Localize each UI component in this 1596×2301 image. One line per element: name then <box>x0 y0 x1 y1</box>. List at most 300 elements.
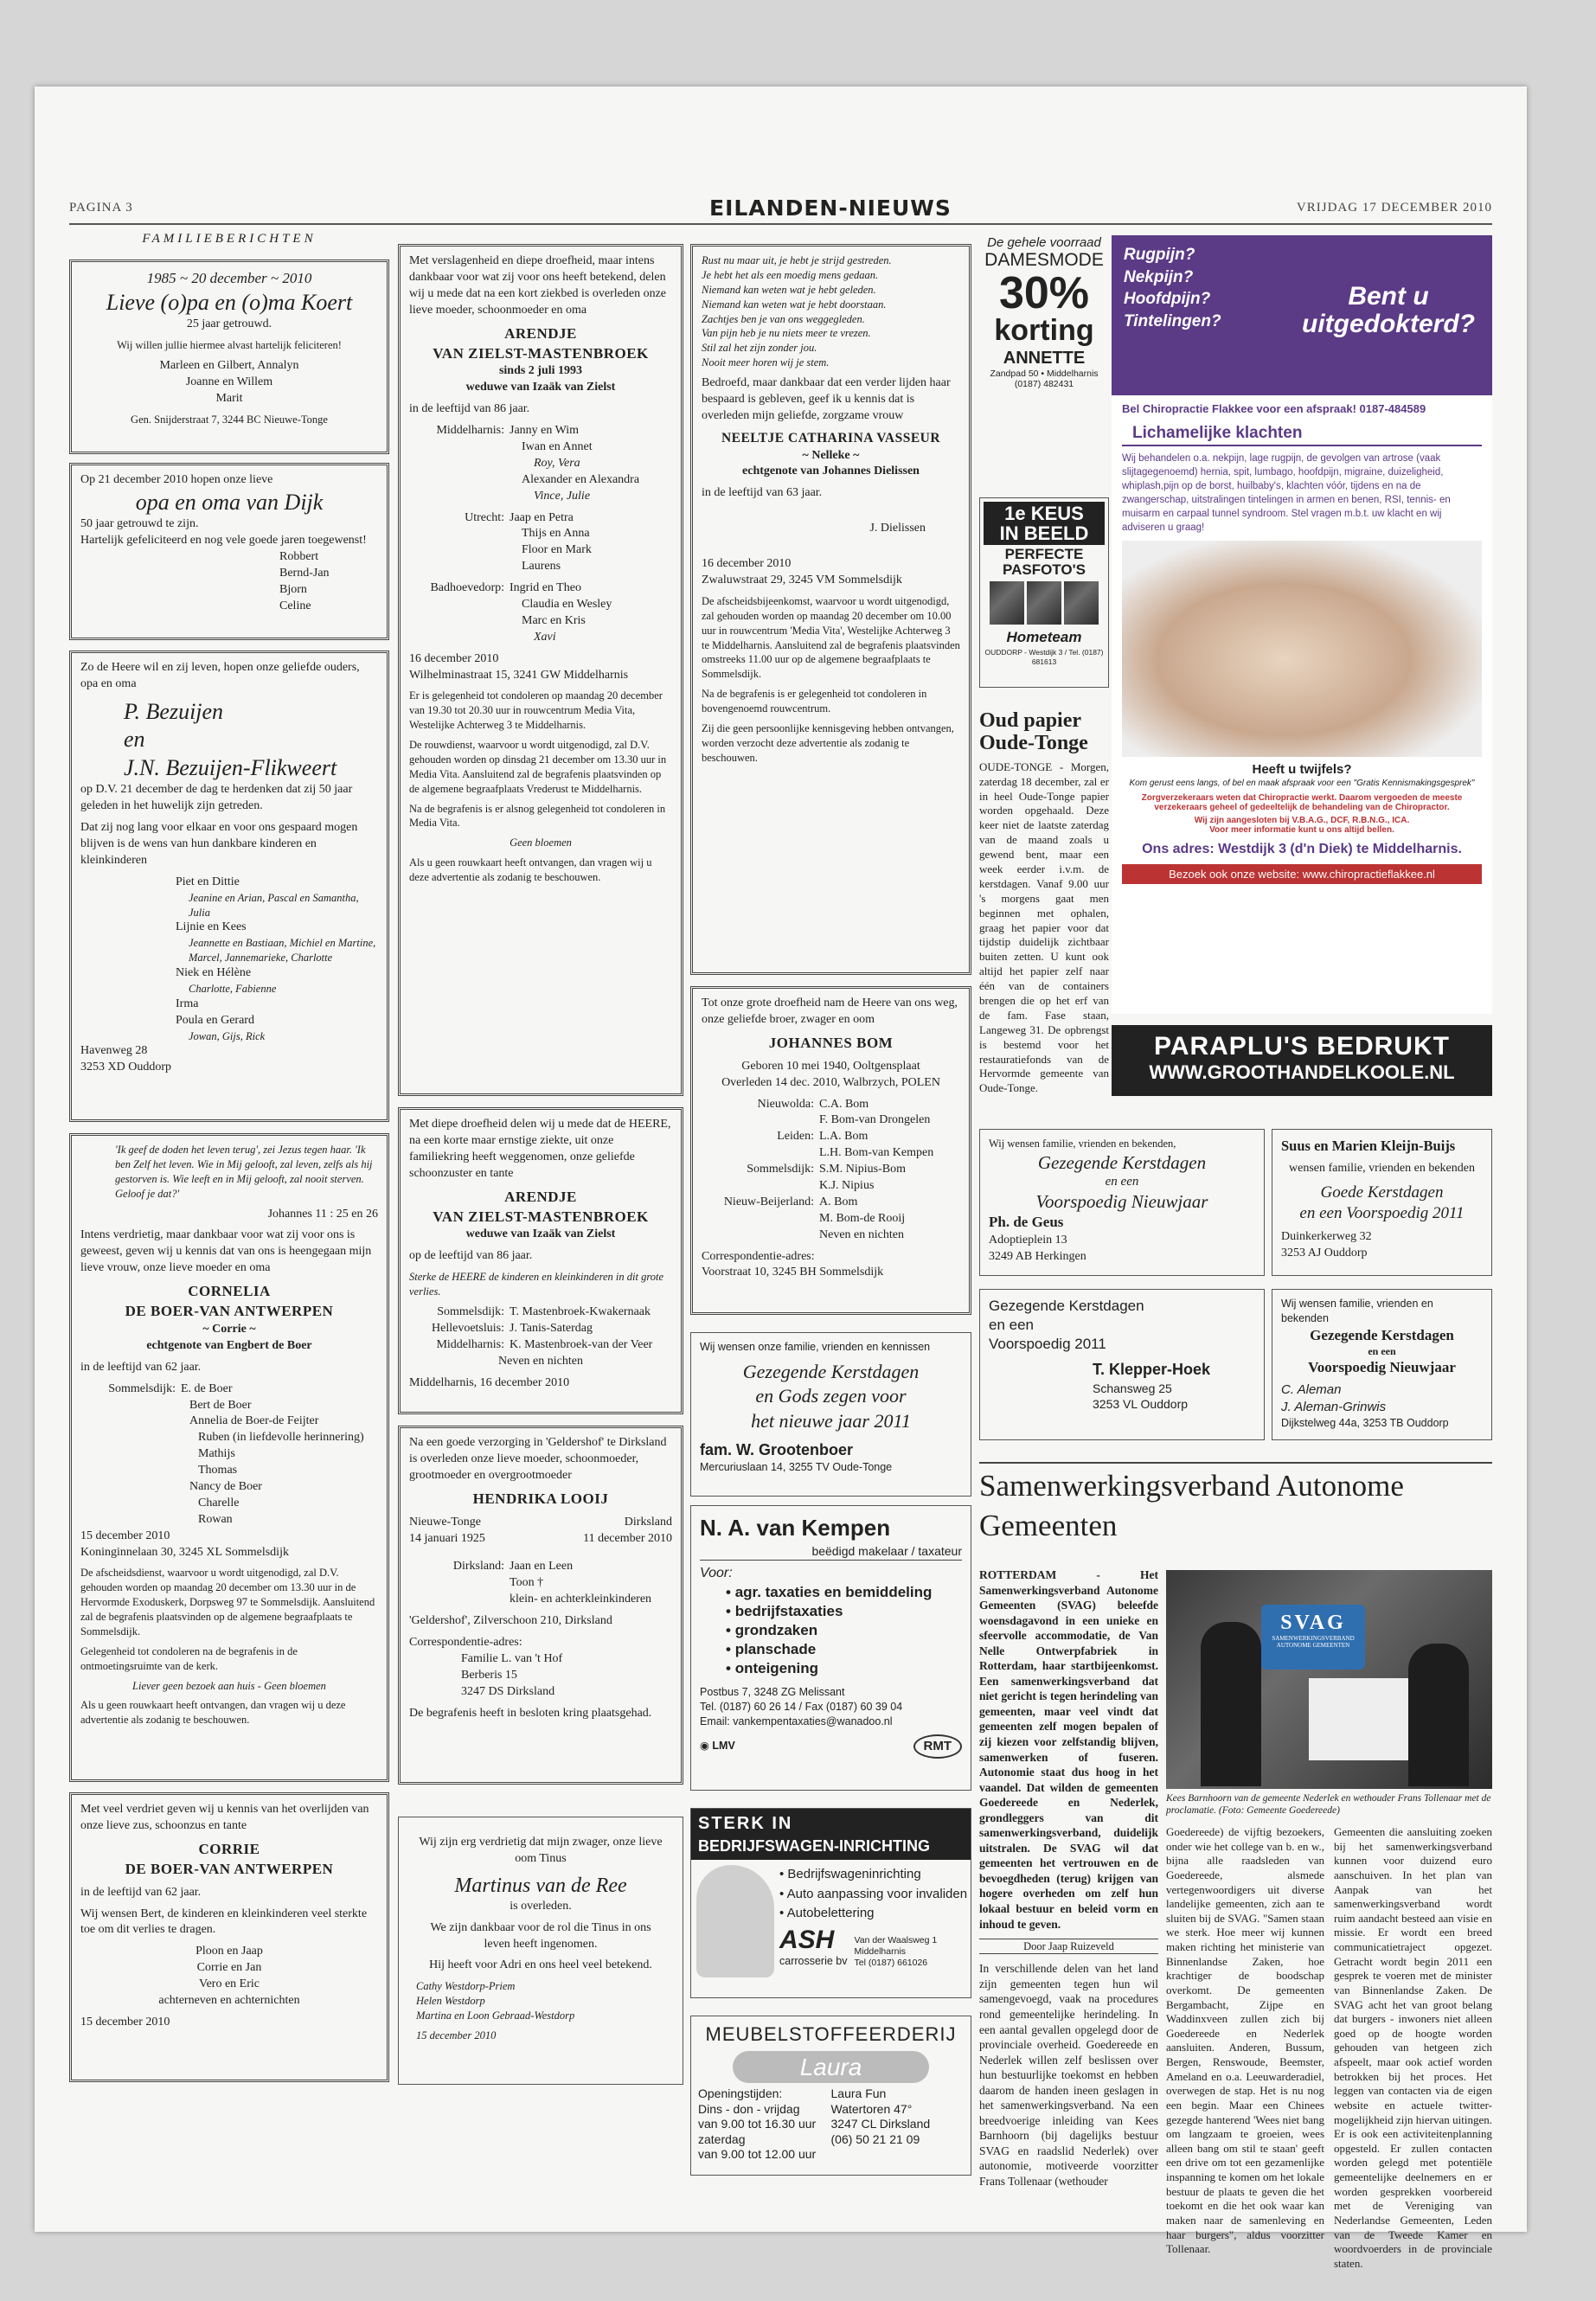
family-member: klein- en achterkleinkinderen <box>510 1593 652 1606</box>
svag-sub: AUTONOME GEMEENTEN <box>1276 1642 1350 1649</box>
family-member: L.H. Bom-van Kempen <box>819 1146 934 1160</box>
corrie-names: achterneven en achternichten <box>158 1994 300 2007</box>
corrie-names: Ploon en Jaap <box>195 1945 263 1958</box>
masthead: EILANDEN-NIEUWS <box>709 195 952 221</box>
kempen-voor: Voor: <box>700 1565 733 1580</box>
family-member: M. Bom-de Rooij <box>819 1211 906 1225</box>
annette-address: Zandpad 50 • Middelharnis <box>990 369 1099 379</box>
bezuijen-name: J.N. Bezuijen-Flikweert <box>124 754 337 780</box>
looij-corr: Berberis 15 <box>461 1668 517 1682</box>
corrie-name: DE BOER-VAN ANTWERPEN <box>125 1860 334 1877</box>
klepper-address: Schansweg 25 <box>1093 1381 1172 1395</box>
relative: Mathijs <box>198 1447 235 1461</box>
cornelia-relatives <box>80 1381 378 1529</box>
cornelia-ref: Johannes 11 : 25 en 26 <box>267 1207 378 1221</box>
ash-item: Autobelettering <box>786 1906 875 1921</box>
family-member: Thijs en Anna <box>522 527 590 541</box>
grootenboer-address: Mercuriuslaan 14, 3255 TV Oude-Tonge <box>700 1460 893 1473</box>
family-member: Janny en Wim <box>510 424 580 438</box>
family-place: Nieuwolda: <box>757 1097 814 1111</box>
poem-line: Van pijn heb je nu niets meer te vrezen. <box>702 327 871 340</box>
cornelia-text: Als u geen rouwkaart heeft ontvangen, dan vragen wij u deze advertentie als zodanig te beschouwen. <box>80 1699 346 1727</box>
svag-logo: SVAG <box>1280 1612 1346 1634</box>
kleijn-address: Duinkerkerweg 32 <box>1281 1229 1372 1243</box>
family-member: Jaan en Leen <box>510 1560 574 1574</box>
lmv-label: LMV <box>712 1740 735 1753</box>
bezuijen-intro: Zo de Heere wil en zij leven, hopen onze geliefde ouders, opa en oma <box>80 661 360 690</box>
paraplu-website[interactable]: WWW.GROOTHANDELKOOLE.NL <box>1149 1061 1455 1083</box>
ash-address: Middelharnis <box>854 1946 907 1958</box>
ree-sign: Martina en Loon Gebraad-Westdorp <box>416 2009 575 2022</box>
looij-family <box>409 1559 672 1608</box>
koert-dates: 1985 ~ 20 december ~ 2010 <box>146 270 312 286</box>
arendje2-row <box>409 1321 672 1337</box>
family-member: Vince, Julie <box>534 489 591 503</box>
keus-brand: Hometeam <box>1006 628 1082 645</box>
chiro-question: Rugpijn? <box>1124 246 1195 264</box>
bom-row <box>702 1129 960 1162</box>
geus-address: 3249 AB Herkingen <box>989 1249 1086 1263</box>
looij-corr: Familie L. van 't Hof <box>461 1651 563 1665</box>
article-headline <box>979 1462 1492 1557</box>
section-title: FAMILIEBERICHTEN <box>142 232 317 246</box>
arendje-age: in de leeftijd van 86 jaar. <box>409 402 530 416</box>
koert-line: 25 jaar getrouwd. <box>186 317 272 331</box>
article-oud-papier <box>979 709 1109 1107</box>
laura-address: 3247 CL Dirksland <box>830 2117 931 2131</box>
wish-line: Gezegende Kerstdagen <box>1310 1326 1454 1343</box>
family-place: Middelharnis: <box>436 424 504 438</box>
family-member: F. Bom-van Drongelen <box>819 1113 931 1127</box>
looij-corr: Correspondentie-adres: <box>409 1635 522 1649</box>
ad-van-kempen <box>690 1505 971 1791</box>
vasseur-sign: J. Dielissen <box>869 522 926 535</box>
ash-title: STERK IN <box>698 1814 793 1833</box>
family-parents: Irma <box>176 997 199 1010</box>
geus-name: Ph. de Geus <box>989 1214 1064 1231</box>
relatives-place: Sommelsdijk: <box>108 1381 176 1395</box>
family-place: Badhoevedorp: <box>430 581 504 595</box>
bezuijen-name: P. Bezuijen <box>124 698 224 724</box>
grootenboer-text: Wij wensen onze familie, vrienden en kennissen <box>700 1341 931 1353</box>
ree-text: We zijn dankbaar voor de rol die Tinus in ons leven heeft ingenomen. <box>430 1920 651 1951</box>
arendje2-name: ARENDJE <box>504 1188 577 1205</box>
article-body: Goedereede) de vijftig bezoekers, onder wie het college van b. en w., bijna alle raadsleden van Goedereede, alsmede vertegenwoordigers uit diverse landelijke gemeenten, zich aan te sluiten bij de SVAG. "Samen staan we sterk. Hoe meer wij kunnen maken richting het ministerie van Binnenlandse Zaken, hoe krachtiger de boodschap overkomt. De gemeenten Bergambacht, Zijpe en Waddinxveen zullen zich bij Goedereede en Nederlek aansluiten. Anderen, Bussum, Bergen, Renswoude, Beemster, Ameland en o.a. Leeuwarderadiel, overwegen de stap. Het is nu nog een begin. Maar een Chinees gezegde hanterend 'Wees niet bang om langzaam te groeien, wees alleen bang om stil te staan' geeft een drive om tot een gezamenlijke inspanning te komen om het lokale bestuur de plaats te geven die het toekomt en die het ook waar kan maken naar de samenleving en haar burgers", aldus voorzitter Tollenaar. <box>1166 1825 1324 2256</box>
looij-text: Na een goede verzorging in 'Geldershof' te Dirksland is overleden onze lieve moeder, schoonmoeder, grootmoeder en overgrootmoeder <box>409 1436 667 1482</box>
service-item: onteigening <box>734 1659 819 1676</box>
family-children: Charlotte, Fabienne <box>189 982 277 995</box>
aleman-wish <box>1281 1326 1483 1378</box>
bezuijen-address: 3253 XD Ouddorp <box>80 1061 171 1074</box>
dijk-name: Celine <box>279 599 311 612</box>
dijk-name: Robbert <box>279 550 319 564</box>
family-member: Roy, Vera <box>534 456 580 470</box>
laura-hours: Dins - don - vrijdag <box>698 2101 800 2116</box>
massage-photo-icon <box>1122 541 1482 757</box>
arendje-name: VAN ZIELST-MASTENBROEK <box>433 344 649 362</box>
arendje-text: Geen bloemen <box>510 836 572 849</box>
ad-de-geus <box>979 1129 1265 1276</box>
portrait-icon <box>1027 581 1061 625</box>
arendje-widow: weduwe van Izaäk van Zielst <box>465 381 616 394</box>
papier-text: OUDE-TONGE - Morgen, zaterdag 18 december, zal er in heel Oude-Tonge papier worden opgehaald. Deze keer niet de laatste zaterdag van de maand zoals u gewend bent, maar een week eerder i.v.m. de kerstdagen. Vanaf 9.00 uur 's morgens gaat men beginnen met ophalen, graag het papier voor dat tijdstip duidelijk zichtbaar buiten zetten. U kunt ook altijd het papier zelf naar één van de containers brengen die op het erf van de fam. Fase staan, Langeweg 31. De opbrengst is bestemd voor het restauratiefonds van de Hervormde gemeente van Oude-Tonge. <box>979 760 1109 1095</box>
annette-line: De gehele voorraad <box>987 235 1101 250</box>
ree-name: Martinus van de Ree <box>454 1874 627 1897</box>
dijk-name: Bernd-Jan <box>279 567 330 580</box>
notice-bom <box>690 986 971 1315</box>
klepper-wish <box>989 1297 1255 1354</box>
rmt-logo-icon <box>913 1734 963 1759</box>
kleijn-title: Suus en Marien Kleijn-Buijs <box>1281 1138 1456 1154</box>
arendje-since: sinds 2 juli 1993 <box>498 364 583 378</box>
chiro-headline <box>1302 283 1475 337</box>
poem-line: Niemand kan weten wat je hebt geleden. <box>702 283 876 296</box>
vasseur-text: De afscheidsbijeenkomst, waarvoor u wordt uitgenodigd, zal gehouden worden op maandag 20 december om 10.00 uur in rouwcentrum 'Media Vita', Westelijke Achterweg 3 te Middelharnis. Aansluitend zal de begrafenis plaatsvinden omstreeks 11.00 uur op de algemene begraafplaats te Sommelsdijk. <box>702 594 960 681</box>
wish-line: en Gods zegen voor <box>755 1385 907 1407</box>
ash-logo: ASH <box>779 1925 835 1954</box>
geus-address: Adoptieplein 13 <box>989 1234 1067 1247</box>
arendje-text: Als u geen rouwkaart heeft ontvangen, dan vragen wij u deze advertentie als zodanig te beschouwen. <box>409 856 652 884</box>
ad-keus <box>979 497 1109 688</box>
papier-title: Oud papier <box>979 709 1082 732</box>
cornelia-spouse: echtgenote van Engbert de Boer <box>146 1338 312 1352</box>
family-member: Laurens <box>522 560 561 574</box>
bezuijen-text: op D.V. 21 december de dag te herdenken dat zij 50 jaar geleden in het huwelijk zijn getreden. <box>80 783 353 813</box>
service-item: grondzaken <box>734 1621 818 1638</box>
arendje2-neven: Neven en nichten <box>498 1354 583 1368</box>
family-place: Hellevoetsluis: <box>432 1321 504 1335</box>
ree-sign: Helen Westdorp <box>416 1995 485 2008</box>
family-member: Claudia en Wesley <box>522 598 612 612</box>
arendje2-quote: Sterke de HEERE de kinderen en kleinkinderen in dit grote verlies. <box>409 1271 663 1298</box>
keus-line: PERFECTE <box>1004 546 1084 563</box>
ash-item: Bedrijfswageninrichting <box>787 1867 921 1882</box>
aleman-text: Wij wensen familie, vrienden en bekenden <box>1281 1298 1433 1324</box>
family-place: Dirksland: <box>452 1560 504 1574</box>
kempen-address: Postbus 7, 3248 ZG Melissant <box>700 1686 845 1699</box>
wish-line: het nieuwe jaar 2011 <box>751 1410 911 1433</box>
laura-hours: Openingstijden: <box>698 2086 783 2101</box>
poem-line: Rust nu maar uit, je hebt je strijd gestreden. <box>702 254 892 266</box>
arendje2-age: op de leeftijd van 86 jaar. <box>409 1249 533 1263</box>
article-body: In verschillende delen van het land zijn gemeenten tegen hun wil samengevoegd, vaak na procedures rond gemeentelijke herindeling. In een aantal gevallen opgelegd door de provinciale overheid. Goedereede en Nederlek willen zelf beslissen over hun bestuurlijke toekomst en hebben daarom de handen ineen geslagen in het samenwerkingsverband. Na een breedvoerige inleiding van Kees Barnhoorn (bij dagelijks bestuur SVAG en raadslid Nederlek) over autonomie, motiveerde voorzitter Frans Tollenaar (wethouder <box>979 1962 1158 2189</box>
arendje2-widow: weduwe van Izaäk van Zielst <box>465 1227 616 1241</box>
chiro-address: Ons adres: Westdijk 3 (d'n Diek) te Middelharnis. <box>1142 841 1462 856</box>
looij-death: Dirksland <box>624 1515 672 1529</box>
looij-birth: 14 januari 1925 <box>409 1531 485 1545</box>
person-icon <box>1201 1622 1261 1786</box>
wish-line: Voorspoedig Nieuwjaar <box>1035 1190 1208 1212</box>
wish-line: en een <box>989 1317 1034 1334</box>
dijk-title: opa en oma van Dijk <box>135 489 324 515</box>
looij-birth: Nieuwe-Tonge <box>409 1515 481 1529</box>
family-member: L.A. Bom <box>819 1130 869 1144</box>
arendje-family <box>409 510 672 576</box>
ree-date: 15 december 2010 <box>416 2029 497 2041</box>
bom-corr: Correspondentie-adres: <box>702 1249 815 1263</box>
newspaper-page <box>35 87 1527 2270</box>
service-item: planschade <box>734 1640 817 1657</box>
family-place: Utrecht: <box>465 510 504 524</box>
relative: Bert de Boer <box>189 1398 252 1412</box>
corrie-names: Corrie en Jan <box>196 1961 262 1975</box>
family-place: Leiden: <box>777 1130 814 1144</box>
article-lead-column <box>979 1567 1158 2189</box>
family-member: Iwan en Annet <box>522 440 593 453</box>
vasseur-nick: ~ Nelleke ~ <box>802 448 860 462</box>
cornelia-quote: 'Ik geef de doden het leven terug', zei Jezus tegen haar. 'Ik ben Zelf het leven. Wie in Mij gelooft, zal leven, zelfs als hij gestorven is. Wie leeft en in Mij gelooft, zal nooit sterven. Geloof je dat?' <box>115 1144 373 1200</box>
keus-banner <box>984 502 1105 545</box>
koert-names: Marit <box>215 391 243 405</box>
looij-death: 11 december 2010 <box>583 1531 672 1545</box>
kleijn-text: wensen familie, vrienden en bekenden <box>1289 1162 1475 1176</box>
chiro-text: Wij zijn aangesloten bij V.B.A.G., DCF, R.B.N.G., ICA. <box>1194 815 1410 825</box>
family-children: Jeannette en Bastiaan, Michiel en Martine, Marcel, Jannemarieke, Charlotte <box>189 937 376 965</box>
wish-line: Voorspoedig Nieuwjaar <box>1308 1359 1456 1376</box>
corrie-names: Vero en Eric <box>199 1977 260 1991</box>
article-byline: Door Jaap Ruizeveld <box>979 1939 1158 1954</box>
cornelia-address: Koninginnelaan 30, 3245 XL Sommelsdijk <box>80 1545 289 1559</box>
kleijn-wish <box>1281 1183 1483 1224</box>
vasseur-date: 16 december 2010 <box>702 557 792 571</box>
looij-text: De begrafenis heeft in besloten kring plaatsgehad. <box>409 1706 652 1720</box>
family-member: Alexander en Alexandra <box>522 472 640 486</box>
relative: Charelle <box>198 1496 240 1509</box>
annette-line: DAMESMODE <box>984 250 1104 270</box>
ash-phone: Tel (0187) 661026 <box>854 1958 928 1969</box>
relative: Ruben (in liefdevolle herinnering) <box>198 1431 364 1445</box>
grootenboer-name: fam. W. Grootenboer <box>700 1440 854 1458</box>
ad-klepper <box>979 1289 1265 1440</box>
kempen-subtitle: beëdigd makelaar / taxateur <box>700 1543 962 1561</box>
notice-corrie <box>69 1792 389 2082</box>
laura-address: Watertoren 47° <box>830 2101 913 2116</box>
lmv-logo-icon: ◉ LMV <box>700 1740 735 1753</box>
aleman-address: Dijkstelweg 44a, 3253 TB Ouddorp <box>1281 1417 1449 1430</box>
ad-ash <box>690 1808 971 1998</box>
aleman-name: C. Aleman <box>1281 1381 1342 1397</box>
wish-line: Gezegende Kerstdagen <box>989 1298 1144 1314</box>
vasseur-spouse: echtgenote van Johannes Dielissen <box>742 465 920 478</box>
ad-grootenboer <box>690 1332 971 1497</box>
grootenboer-wish <box>700 1360 962 1434</box>
chiro-headline-line: uitgedokterd? <box>1302 309 1475 338</box>
dijk-name: Bjorn <box>279 582 307 596</box>
aleman-name: J. Aleman-Grinwis <box>1281 1399 1387 1414</box>
chiro-heading: Lichamelijke klachten <box>1122 422 1482 446</box>
service-item: agr. taxaties en bemiddeling <box>734 1583 933 1600</box>
koert-names: Marleen en Gilbert, Annalyn <box>159 359 299 373</box>
header-rule <box>69 223 1492 225</box>
arendje-address: Wilhelminastraat 15, 3241 GW Middelharnis <box>409 668 629 682</box>
wish-line: Gezegende Kerstdagen <box>742 1360 920 1382</box>
corrie-text: Met veel verdriet geven wij u kennis van het overlijden van onze lieve zus, schoonzus en tante <box>80 1803 369 1832</box>
bom-neven: Neven en nichten <box>819 1227 904 1241</box>
bezuijen-name: en <box>124 727 145 753</box>
ree-text: Hij heeft voor Adri en ons heel veel betekend. <box>429 1958 652 1972</box>
looij-address: 'Geldershof', Zilverschoon 210, Dirksland <box>409 1614 612 1628</box>
klepper-name: T. Klepper-Hoek <box>1093 1361 1211 1379</box>
family-member: Jaap en Petra <box>510 510 574 524</box>
family-member: J. Tanis-Saterdag <box>510 1321 593 1335</box>
geus-wish <box>989 1151 1255 1213</box>
person-icon <box>1408 1644 1469 1786</box>
cornelia-text: Intens verdrietig, maar dankbaar voor wat zij voor ons is geweest, geven wij u kennis dat van ons is heengegaan mijn lieve vrouw, onze lieve moeder en oma <box>80 1228 372 1275</box>
annette-phone: (0187) 482431 <box>1014 379 1074 389</box>
family-member: Toon † <box>510 1576 544 1590</box>
wish-line: en een <box>1368 1344 1396 1357</box>
geus-text: Wij wensen familie, vrienden en bekenden, <box>989 1138 1176 1150</box>
vasseur-text: Zij die geen persoonlijke kennisgeving hebben ontvangen, worden verzocht deze advertentie als zodanig te beschouwen. <box>702 721 954 764</box>
family-member: Marc en Kris <box>522 613 586 627</box>
bezuijen-address: Havenweg 28 <box>80 1044 148 1058</box>
bom-row <box>702 1195 960 1227</box>
ash-title: BEDRIJFSWAGEN-INRICHTING <box>698 1837 931 1855</box>
family-member: T. Mastenbroek-Kwakernaak <box>510 1304 651 1318</box>
family-place: Sommelsdijk: <box>437 1304 504 1318</box>
ash-sub: carrosserie bv <box>779 1954 848 1967</box>
dijk-intro: Op 21 december 2010 hopen onze lieve <box>80 473 273 486</box>
ash-item: Auto aanpassing voor invaliden <box>786 1886 968 1901</box>
cornelia-age: in de leeftijd van 62 jaar. <box>80 1360 202 1374</box>
page-date: VRIJDAG 17 DECEMBER 2010 <box>1296 201 1492 215</box>
cornelia-name: DE BOER-VAN ANTWERPEN <box>125 1303 334 1319</box>
looij-name: HENDRIKA LOOIJ <box>472 1490 609 1507</box>
chiro-text: Voor meer informatie kunt u ons altijd bellen. <box>1209 824 1394 835</box>
photo-caption: Kees Barnhoorn van de gemeente Nederlek en wethouder Frans Tollenaar met de proclamatie. (Foto: Gemeente Goedereede) <box>1166 1793 1491 1817</box>
wish-line: en een Voorspoedig 2011 <box>1299 1203 1465 1222</box>
chiro-question: Nekpijn? <box>1124 267 1194 286</box>
cornelia-text: Liever geen bezoek aan huis - Geen bloemen <box>132 1679 326 1692</box>
notice-cornelia <box>69 1133 389 1782</box>
arendje-family <box>409 580 672 646</box>
cornelia-text: Gelegenheid tot condoleren na de begrafenis in de ontmoetingsruimte van de kerk. <box>80 1644 298 1672</box>
family-parents: Niek en Hélène <box>176 966 252 980</box>
notice-arendje-1 <box>398 244 683 1096</box>
family-member: K. Mastenbroek-van der Veer <box>510 1337 653 1351</box>
arendje-text: Er is gelegenheid tot condoleren op maandag 20 december van 19.30 tot 20.30 uur in rouwcentrum Media Vita, Westelijke Achterweg 3 te Middelharnis. <box>409 689 663 732</box>
wish-line: en een <box>1105 1175 1139 1189</box>
cornelia-date: 15 december 2010 <box>80 1529 170 1542</box>
ree-text: Wij zijn erg verdrietig dat mijn zwager, onze lieve oom Tinus <box>419 1836 663 1865</box>
chiro-website[interactable]: Bezoek ook onze website: www.chiropractieflakkee.nl <box>1122 864 1482 884</box>
laura-logo: Laura <box>733 2051 929 2084</box>
bom-name: JOHANNES BOM <box>768 1034 894 1051</box>
family-children: Jeanine en Arian, Pascal en Samantha, Julia <box>189 891 359 919</box>
relative: E. de Boer <box>181 1381 233 1395</box>
dijk-line: 50 jaar getrouwd te zijn. <box>80 517 199 531</box>
keus-address: OUDDORP - Westdijk 3 / Tel. (0187) 681613 <box>984 647 1104 667</box>
notice-arendje-2 <box>398 1107 683 1414</box>
looij-corr: 3247 DS Dirksland <box>461 1684 555 1698</box>
ad-paraplu <box>1112 1025 1492 1096</box>
chiro-question: Tintelingen? <box>1124 311 1221 330</box>
arendje-text: Na de begrafenis is er alsnog gelegenheid tot condoleren in Media Vita. <box>409 802 666 830</box>
arendje-text: Met verslagenheid en diepe droefheid, maar intens dankbaar voor wat zij voor ons heeft betekend, delen wij u mede dat na een kort ziekbed is overleden onze lieve moeder, schoonmoeder en oma <box>409 254 666 317</box>
chiro-banner <box>1112 235 1492 395</box>
portrait-icon <box>1064 581 1099 625</box>
keus-line: IN BEELD <box>999 522 1089 545</box>
family-place: Nieuw-Beijerland: <box>723 1195 814 1208</box>
family-member: Xavi <box>534 630 556 644</box>
arendje-name: ARENDJE <box>504 324 577 342</box>
proclamation-icon <box>1309 1678 1421 1760</box>
notice-looij <box>398 1426 683 1785</box>
chiro-headline-line: Bent u <box>1348 282 1429 311</box>
kempen-phone: Tel. (0187) 60 26 14 / Fax (0187) 60 39 04 <box>700 1700 903 1713</box>
kempen-services: • agr. taxaties en bemiddeling • bedrijfstaxaties • grondzaken • planschade • onteigening <box>726 1583 933 1676</box>
family-member: Ingrid en Theo <box>510 581 581 595</box>
bom-row <box>702 1097 960 1130</box>
relative: Thomas <box>198 1464 238 1477</box>
annette-percent: 30% <box>998 268 1090 318</box>
ad-aleman <box>1272 1289 1492 1440</box>
arendje-family <box>409 423 672 504</box>
chiro-twijfel: Heeft u twijfels? <box>1252 761 1352 777</box>
cornelia-text: De afscheidsdienst, waarvoor u wordt uitgenodigd, zal D.V. gehouden worden op maandag 20 december om 13.30 uur in de Hervormde Exoduskerk, Dorpsweg 97 te Sommelsdijk. Aansluitend zal de begrafenis plaatsvinden op de algemene begraafplaats te Sommelsdijk. <box>80 1567 375 1638</box>
corrie-date: 15 december 2010 <box>80 2015 170 2029</box>
koert-names: Joanne en Willem <box>185 375 273 389</box>
paraplu-title: PARAPLU'S BEDRUKT <box>1154 1032 1450 1061</box>
cornelia-nick: ~ Corrie ~ <box>202 1322 256 1336</box>
bezuijen-text: Dat zij nog lang voor elkaar en voor ons gespaard mogen blijven is de wens van hun dankbare kinderen en kleinkinderen <box>80 821 358 867</box>
vasseur-poem <box>702 253 960 370</box>
koert-title: Lieve (o)pa en (o)ma Koert <box>106 289 353 315</box>
article-title: Samenwerkingsverband Autonome <box>979 1469 1404 1503</box>
page-number: PAGINA 3 <box>69 201 133 215</box>
ad-chiropractie <box>1112 235 1492 1014</box>
wish-line: Goede Kerstdagen <box>1320 1183 1444 1202</box>
vasseur-text: Bedroefd, maar dankbaar dat een verder lijden haar bespaard is gebleven, geef ik u kennis dat is overleden mijn geliefde, zorgzame vrouw <box>702 376 951 422</box>
rmt-label: RMT <box>923 1738 952 1753</box>
arendje-date: 16 december 2010 <box>409 651 499 665</box>
ree-sign: Cathy Westdorp-Priem <box>416 1980 516 1993</box>
ad-laura <box>690 2016 971 2176</box>
svag-sub: SAMENWERKINGSVERBAND <box>1272 1635 1355 1642</box>
family-children: Jowan, Gijs, Rick <box>189 1029 266 1042</box>
laura-phone: (06) 50 21 21 09 <box>830 2131 920 2146</box>
notice-vasseur <box>690 244 971 975</box>
bom-death: Overleden 14 dec. 2010, Walbrzych, POLEN <box>721 1075 940 1089</box>
elephant-icon <box>696 1865 774 1977</box>
ad-annette <box>979 235 1109 486</box>
papier-title: Oude-Tonge <box>979 732 1088 755</box>
bom-birth: Geboren 10 mei 1940, Ooltgensplaat <box>741 1059 920 1073</box>
family-member: S.M. Nipius-Bom <box>819 1163 906 1176</box>
dijk-line: Hartelijk gefeliciteerd en nog vele goede jaren toegewenst! <box>80 534 367 548</box>
kleijn-address: 3253 AJ Ouddorp <box>1281 1246 1368 1259</box>
ree-signatures <box>416 1979 665 2043</box>
annette-line: korting <box>994 314 1094 347</box>
looij-dates <box>409 1515 672 1548</box>
ad-kleijn <box>1272 1129 1492 1276</box>
article-body: Gemeenten die aansluiting zoeken bij het samenwerkingsverband kunnen voor duizend euro aanschuiven. In het plan van Aanpak van het samenwerkingsverband wordt ruim aandacht besteed aan visie en missie. Er wordt een breed communicatietraject opgezet. Getracht wordt begin 2011 een gesprek te voeren met de minister van Binnenlandse Zaken. De SVAG acht het van groot belang dat burgers - inwoners niet alleen goed op de hoogte worden gehouden van hetgeen zich afspeelt, maar ook actief worden betrokken bij het proces. Het leggen van contacten via de eigen website en actuele twitter-mogelijkheid zijn hiervan uitingen. Er is ook een activiteitenplanning opgesteld. Er zullen contacten worden gelegd met potentiële gemeentelijke deelnemers en er worden gesprekken voorbereid met de Vereniging van Nederlandse Gemeenten, Leden van de Tweede Kamer en woordvoerders in de provinciale staten. <box>1334 1825 1492 2270</box>
arendje-text: De rouwdienst, waarvoor u wordt uitgenodigd, zal D.V. gehouden worden op dinsdag 21 december om 13.30 uur in Media Vita. Aansluitend zal de begrafenis plaatsvinden op de algemene begraafplaats Vrederust te Middelharnis. <box>409 739 667 795</box>
arendje2-text: Met diepe droefheid delen wij u mede dat de HEERE, na een korte maar ernstige ziekte, uit onze familiekring heeft weggenomen, onze geliefde schoonzuster en tante <box>409 1118 671 1180</box>
arendje2-date: Middelharnis, 16 december 2010 <box>409 1375 570 1389</box>
dijk-names <box>80 549 378 615</box>
svag-sign <box>1261 1605 1365 1670</box>
bezuijen-family <box>80 875 378 1044</box>
vasseur-age: in de leeftijd van 63 jaar. <box>702 486 823 500</box>
service-item: bedrijfstaxaties <box>734 1602 843 1619</box>
ree-text: is overleden. <box>510 1899 572 1913</box>
family-member: A. Bom <box>819 1195 858 1208</box>
arendje2-name: VAN ZIELST-MASTENBROEK <box>433 1208 649 1225</box>
article-title: Gemeenten <box>979 1508 1118 1542</box>
relative: Nancy de Boer <box>189 1479 262 1493</box>
chiro-phone: Bel Chiropractie Flakkee voor een afspraak! 0187-484589 <box>1122 402 1426 415</box>
